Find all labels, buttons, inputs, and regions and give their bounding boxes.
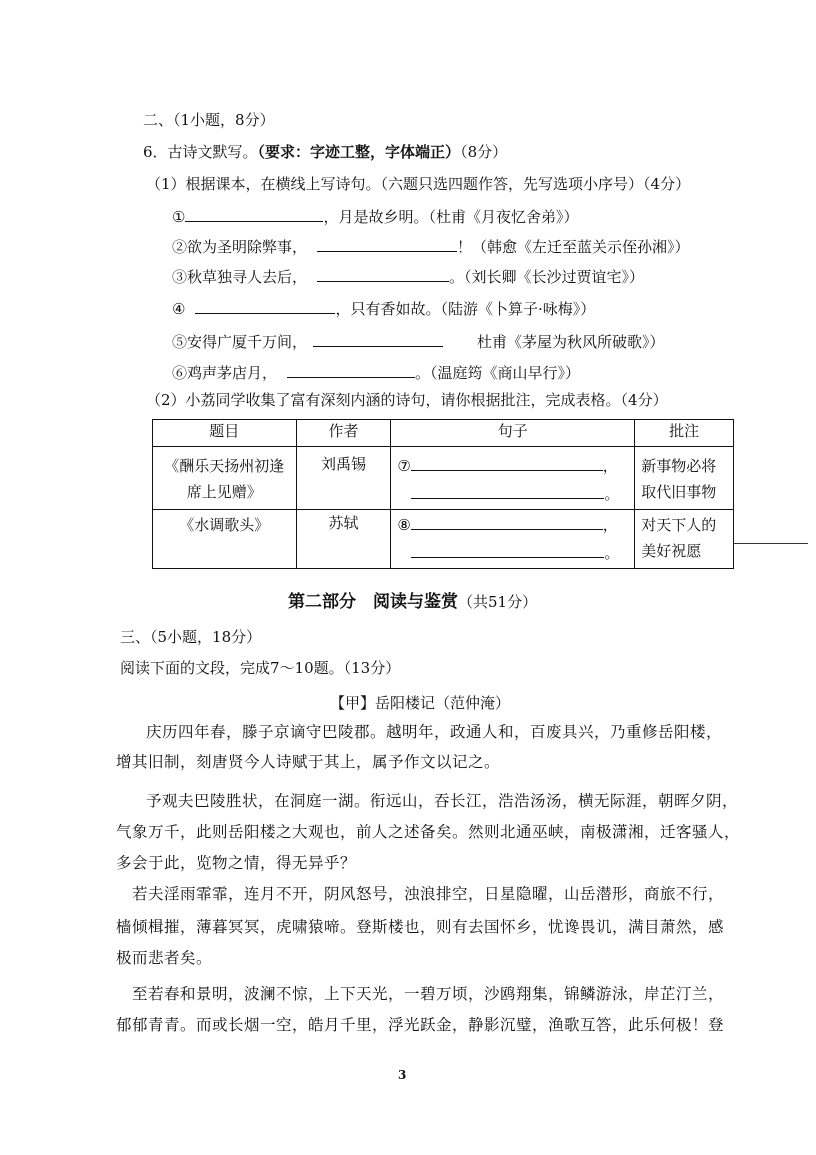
answer-blank-4[interactable] [195,297,335,314]
row1-title-line1: 《酬乐天扬州初逢 [164,457,285,475]
reading-instruction: 阅读下面的文段，完成7～10题。（13分） [120,659,401,677]
row2-note-line2: 美好祝愿 [641,542,702,560]
poem-table [152,419,734,569]
row1-note-line2: 取代旧事物 [641,483,717,501]
answer-blank-2[interactable] [317,235,457,252]
header-title: 题目 [153,420,297,447]
item-4 [172,297,595,319]
row1-author: 刘禹锡 [296,447,391,510]
passage-line-9: 至若春和景明，波澜不惊，上下天光，一碧万顷，沙鸥翔集，锦鳞游泳，岸芷汀兰， [132,985,725,1003]
answer-blank-1[interactable] [185,205,323,222]
item-6-before: 鸡声茅店月， [187,364,278,382]
q6-score: （8分） [460,143,508,161]
passage-line-6: 若夫淫雨霏霏，连月不开，阴风怒号，浊浪排空，日星隐曜，山岳潜形，商旅不行， [132,885,725,903]
item-3-num: ③ [172,268,188,286]
item-1-after: ，月是故乡明。（杜甫《月夜忆舍弟》） [323,208,579,226]
item-1 [172,205,578,227]
row1-num: ⑦ [397,457,411,475]
table-row [153,510,734,569]
section-two-heading: 二、（1小题，8分） [143,111,275,129]
row2-mark1: ， [602,516,618,534]
header-author: 作者 [296,420,391,447]
row2-author: 苏轼 [296,510,391,569]
passage-line-2: 增其旧制，刻唐贤今人诗赋于其上，属予作文以记之。 [116,753,501,771]
passage-line-7: 樯倾楫摧，薄暮冥冥，虎啸猿啼。登斯楼也，则有去国怀乡，忧谗畏讥，满目萧然，感 [116,918,725,936]
part2-title-text: 第二部分 阅读与鉴赏 [288,592,458,612]
item-2-num: ② [172,238,188,256]
passage-line-4: 气象万千，此则岳阳楼之大观也，前人之述备矣。然则北通巫峡，南极潇湘，迁客骚人， [116,823,741,841]
item-3-after: 。（刘长卿《长沙过贾谊宅》） [449,268,645,286]
header-note: 批注 [635,420,734,447]
item-5-before: 安得广厦千万间， [187,333,308,351]
passage-line-10: 郁郁青青。而或长烟一空，皓月千里，浮光跃金，静影沉璧，渔歌互答，此乐何极！登 [116,1016,725,1034]
answer-blank-8b[interactable] [411,541,604,558]
row1-note [635,447,734,510]
passage-line-3: 予观夫巴陵胜状，在洞庭一湖。衔远山，吞长江，浩浩汤汤，横无际涯，朝晖夕阴， [146,792,739,810]
header-sentence: 句子 [391,420,635,447]
row2-note-line1: 对天下人的 [641,516,717,534]
answer-blank-5[interactable] [313,330,443,347]
item-6 [172,361,580,383]
answer-blank-7b[interactable] [411,482,604,499]
item-4-num: ④ [172,300,186,318]
section-three-heading: 三、（5小题，18分） [120,628,262,646]
passage-line-8: 极而悲者矣。 [116,949,213,967]
item-5 [172,330,665,352]
passage-title: 【甲】岳阳楼记（范仲淹） [330,694,511,712]
table-row [153,447,734,510]
sub2-instruction: （2）小荔同学收集了富有深刻内涵的诗句，请你根据批注，完成表格。（4分） [146,391,668,409]
question-6 [143,142,507,162]
q6-prefix: 6．古诗文默写。 [143,143,258,161]
row2-title-line1: 《水调歌头》 [179,516,270,534]
scan-artifact-line [734,543,808,544]
row1-title-line2: 席上见赠》 [186,483,262,501]
passage-line-5: 多会于此，览物之情，得无异乎？ [116,854,357,872]
part2-title-score: （共51分） [458,593,538,611]
item-2-before: 欲为圣明除弊事， [187,238,308,256]
item-2-after: ！（韩愈《左迁至蓝关示侄孙湘》） [457,238,690,256]
row1-note-line1: 新事物必将 [641,457,717,475]
answer-blank-7a[interactable] [411,454,603,471]
answer-blank-8a[interactable] [411,513,603,530]
item-3-before: 秋草独寻人去后， [187,268,308,286]
row1-sentence [391,447,635,510]
item-4-after: ，只有香如故。（陆游《卜算子·咏梅》） [335,300,596,318]
item-5-after: 杜甫《茅屋为秋风所破歌》） [477,333,665,351]
row2-sentence [391,510,635,569]
item-6-num: ⑥ [172,364,188,382]
row1-mark2: 。 [604,485,620,503]
part2-title [288,592,537,612]
row2-num: ⑧ [397,516,411,534]
item-6-after: 。（温庭筠《商山早行》） [415,364,581,382]
item-2 [172,235,690,257]
row2-note [635,510,734,569]
table-header-row [153,420,734,447]
item-5-num: ⑤ [172,333,188,351]
item-1-num: ① [172,208,186,226]
page-number: 3 [398,1068,407,1082]
q6-requirement: （要求：字迹工整，字体端正） [257,143,461,161]
answer-blank-6[interactable] [287,361,415,378]
row1-mark1: ， [602,457,618,475]
sub1-instruction: （1）根据课本，在横线上写诗句。（六题只选四题作答，先写选项小序号）（4分） [146,175,691,193]
passage-line-1: 庆历四年春，滕子京谪守巴陵郡。越明年，政通人和，百废具兴，乃重修岳阳楼， [146,723,723,741]
answer-blank-3[interactable] [317,265,449,282]
row1-title [153,447,297,510]
item-3 [172,265,644,287]
row2-title [153,510,297,569]
row2-mark2: 。 [604,544,620,562]
